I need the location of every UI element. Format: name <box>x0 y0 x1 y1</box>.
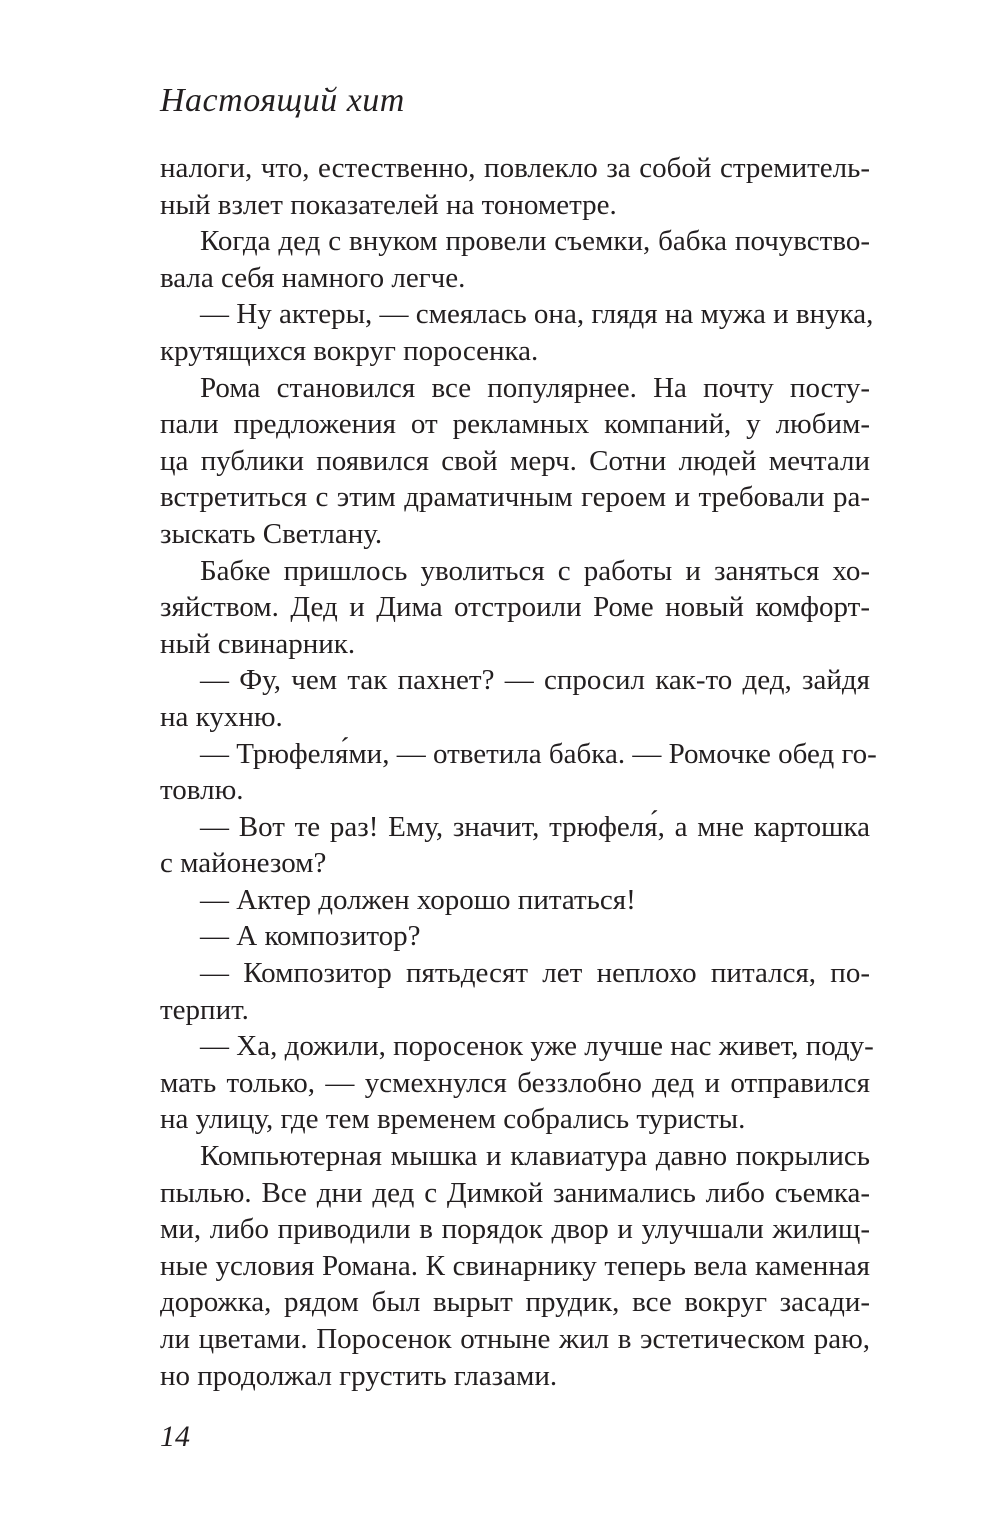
text-line: но продолжал грустить глазами. <box>160 1359 558 1392</box>
text-line: зыскать Светлану. <box>160 517 383 550</box>
text-line: — Трюфеля́ми, — ответила бабка. — Ромочке обед го- <box>200 737 877 770</box>
text-line: — Ну актеры, — смеялась она, глядя на мужа и внука, <box>200 298 874 331</box>
text-line: — Композитор пятьдесят лет неплохо питался, по- <box>200 957 870 990</box>
text-line: с майонезом? <box>160 847 327 880</box>
text-line: на кухню. <box>160 700 283 733</box>
text-line: — А композитор? <box>200 920 421 953</box>
text-line: терпит. <box>160 993 249 1026</box>
text-line: вала себя намного легче. <box>160 261 466 294</box>
text-line: Компьютерная мышка и клавиатура давно покрылись <box>200 1140 870 1173</box>
text-line: встретиться с этим драматичным героем и требовали ра- <box>160 481 870 514</box>
text-line: ный свинарник. <box>160 627 356 660</box>
text-line: ца публики появился свой мерч. Сотни людей мечтали <box>160 444 870 477</box>
text-line: ный взлет показателей на тонометре. <box>160 188 617 221</box>
text-line: Рома становился все популярнее. На почту посту- <box>200 371 870 404</box>
text-line: Когда дед с внуком провели съемки, бабка почувство- <box>200 225 870 258</box>
text-line: дорожка, рядом был вырыт прудик, все вокруг засади- <box>160 1286 870 1319</box>
text-line: ные условия Романа. К свинарнику теперь вела каменная <box>160 1249 870 1282</box>
text-line: на улицу, где тем временем собрались туристы. <box>160 1103 746 1136</box>
text-line: ми, либо приводили в порядок двор и улучшали жилищ- <box>160 1213 870 1246</box>
text-line: мать только, — усмехнулся беззлобно дед и отправился <box>160 1066 870 1099</box>
text-line: — Вот те раз! Ему, значит, трюфеля́, а мне картошка <box>200 810 870 843</box>
text-line: крутящихся вокруг поросенка. <box>160 334 539 367</box>
text-line: — Ха, дожили, поросенок уже лучше нас живет, поду- <box>200 1030 874 1063</box>
text-line: — Фу, чем так пахнет? — спросил как-то дед, зайдя <box>200 664 870 697</box>
body-text <box>160 150 877 1394</box>
text-line: Бабке пришлось уволиться с работы и заняться хо- <box>200 554 870 587</box>
text-line: ли цветами. Поросенок отныне жил в эстетическом раю, <box>160 1323 870 1355</box>
text-line: товлю. <box>160 774 244 807</box>
running-header: Настоящий хит <box>160 82 405 119</box>
text-line: — Актер должен хорошо питаться! <box>200 883 636 916</box>
text-line: зяйством. Дед и Дима отстроили Роме новый комфорт- <box>160 591 870 624</box>
page-number: 14 <box>160 1420 190 1453</box>
text-line: налоги, что, естественно, повлекло за собой стремитель- <box>160 152 870 184</box>
text-line: пылью. Все дни дед с Димкой занимались либо съемка- <box>160 1176 870 1209</box>
text-line: пали предложения от рекламных компаний, у любим- <box>160 408 870 441</box>
